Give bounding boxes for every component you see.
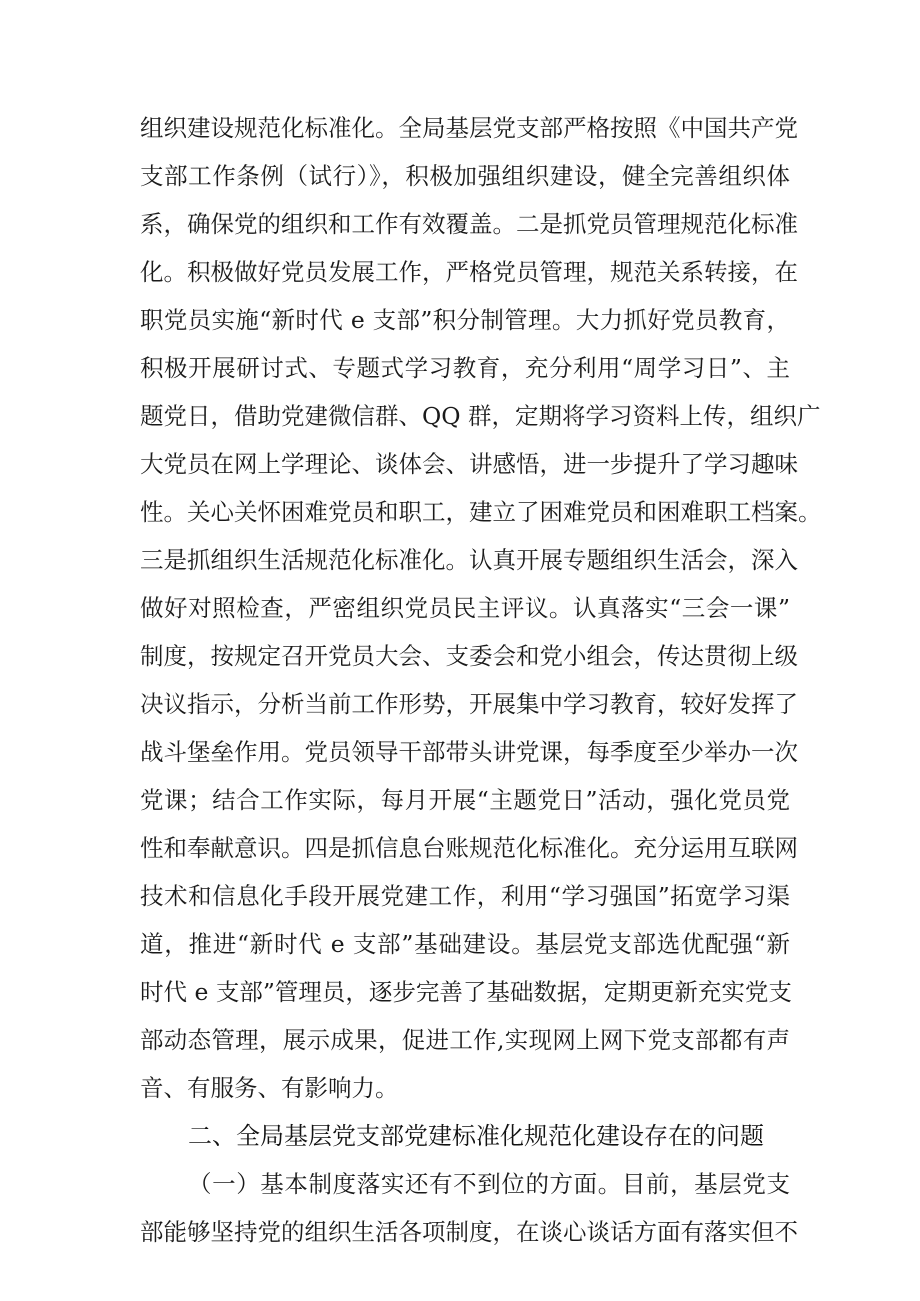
text-line: 技术和信息化手段开展党建工作，利用“学习强国”拓宽学习渠: [140, 882, 790, 910]
text-line: 部能够坚持党的组织生活各项制度，在谈心谈话方面有落实但不: [140, 1218, 798, 1246]
section-heading: 二、全局基层党支部党建标准化规范化建设存在的问题: [188, 1122, 764, 1150]
text-line: 大党员在网上学理论、谈体会、讲感悟，进一步提升了学习趣味: [140, 450, 798, 478]
text-line: 化。积极做好党员发展工作，严格党员管理，规范关系转接，在: [140, 258, 798, 286]
text-line: 部动态管理，展示成果，促进工作,实现网上网下党支部都有声: [140, 1026, 790, 1054]
text-line: 性和奉献意识。四是抓信息台账规范化标准化。充分运用互联网: [140, 834, 798, 862]
text-line: 积极开展研讨式、专题式学习教育，充分利用“周学习日”、主: [140, 354, 790, 382]
text-line: 系，确保党的组织和工作有效覆盖。二是抓党员管理规范化标准: [140, 210, 798, 238]
text-line-last: 音、有服务、有影响力。: [140, 1074, 399, 1102]
text-line: 三是抓组织生活规范化标准化。认真开展专题组织生活会，深入: [140, 546, 798, 574]
text-line: 组织建设规范化标准化。全局基层党支部严格按照《中国共产党: [140, 114, 798, 142]
text-line: 时代 e 支部”管理员，逐步完善了基础数据，定期更新充实党支: [140, 978, 792, 1006]
text-line: 决议指示，分析当前工作形势，开展集中学习教育，较好发挥了: [140, 690, 798, 718]
text-line: 做好对照检查，严密组织党员民主评议。认真落实“三会一课”: [140, 594, 790, 622]
text-line-indented: （一）基本制度落实还有不到位的方面。目前，基层党支: [188, 1170, 790, 1198]
text-line: 制度，按规定召开党员大会、支委会和党小组会，传达贯彻上级: [140, 642, 798, 670]
text-line: 性。关心关怀困难党员和职工，建立了困难党员和困难职工档案。: [140, 498, 822, 526]
text-line: 战斗堡垒作用。党员领导干部带头讲党课，每季度至少举办一次: [140, 738, 798, 766]
text-line: 道，推进“新时代 e 支部”基础建设。基层党支部选优配强“新: [140, 930, 790, 958]
text-line: 职党员实施“新时代 e 支部”积分制管理。大力抓好党员教育，: [140, 306, 790, 334]
text-line: 题党日，借助党建微信群、QQ 群，定期将学习资料上传，组织广: [140, 402, 821, 430]
text-line: 支部工作条例（试行）》，积极加强组织建设，健全完善组织体: [140, 162, 790, 190]
text-line: 党课；结合工作实际，每月开展“主题党日”活动，强化党员党: [140, 786, 790, 814]
